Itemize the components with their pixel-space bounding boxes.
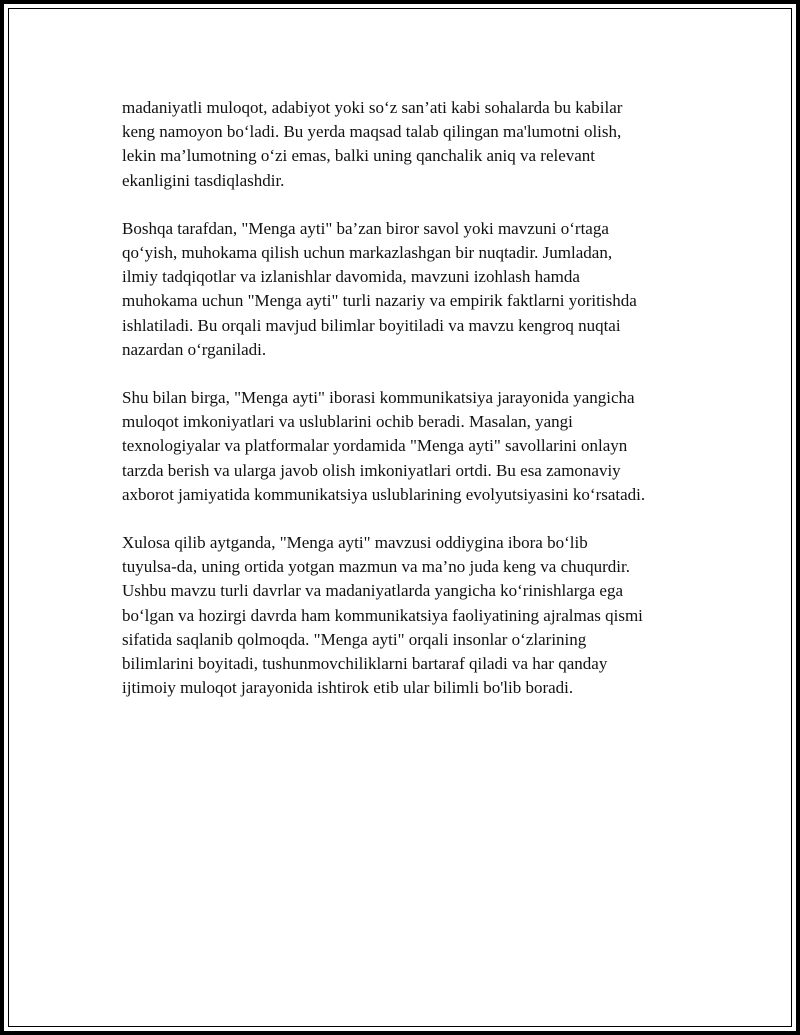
text-line: axborot jamiyatida kommunikatsiya uslublarining evolyutsiyasini ko‘rsatadi. <box>122 484 646 504</box>
text-line: tarzda berish va ularga javob olish imkoniyatlari ortdi. Bu esa zamonaviy <box>122 460 621 480</box>
text-line: Xulosa qilib aytganda, "Menga ayti" mavzusi oddiygina ibora bo‘lib <box>122 533 588 553</box>
text-line: madaniyatli muloqot, adabiyot yoki so‘z san’ati kabi sohalarda bu kabilar <box>122 98 623 117</box>
text-line: muhokama uchun "Menga ayti" turli nazariy va empirik faktlarni yoritishda <box>122 291 637 311</box>
text-line: bilimlarini boyitadi, tushunmovchiliklarni bartaraf qiladi va har qanday <box>122 654 608 674</box>
text-line: keng namoyon bo‘ladi. Bu yerda maqsad talab qilingan ma'lumotni olish, <box>122 122 622 142</box>
text-line: ijtimoiy muloqot jarayonida ishtirok etib ular bilimli bo'lib boradi. <box>122 678 574 698</box>
text-line: muloqot imkoniyatlari va uslublarini ochib beradi. Masalan, yangi <box>122 412 573 432</box>
text-line: texnologiyalar va platformalar yordamida "Menga ayti" savollarini onlayn <box>122 436 628 456</box>
document-body <box>122 96 702 724</box>
text-line: sifatida saqlanib qolmoqda. "Menga ayti" orqali insonlar o‘zlarining <box>122 629 587 649</box>
text-line: ishlatiladi. Bu orqali mavjud bilimlar boyitiladi va mavzu kengroq nuqtai <box>122 315 621 335</box>
text-line: Ushbu mavzu turli davrlar va madaniyatlarda yangicha ko‘rinishlarga ega <box>122 581 624 601</box>
text-line: ekanligini tasdiqlashdir. <box>122 170 285 190</box>
paragraph-4 <box>122 531 702 700</box>
text-line: Boshqa tarafdan, "Menga ayti" ba’zan biror savol yoki mavzuni o‘rtaga <box>122 218 609 238</box>
text-line: bo‘lgan va hozirgi davrda ham kommunikatsiya faoliyatining ajralmas qismi <box>122 605 643 625</box>
paragraph-1 <box>122 96 702 193</box>
text-line: lekin ma’lumotning o‘zi emas, balki uning qanchalik aniq va relevant <box>122 146 596 166</box>
paragraph-2 <box>122 217 702 362</box>
text-line: qo‘yish, muhokama qilish uchun markazlashgan bir nuqtadir. Jumladan, <box>122 243 613 263</box>
text-line: tuyulsa-da, uning ortida yotgan mazmun va ma’no juda keng va chuqurdir. <box>122 557 630 577</box>
text-line: Shu bilan birga, "Menga ayti" iborasi kommunikatsiya jarayonida yangicha <box>122 388 635 408</box>
text-line: ilmiy tadqiqotlar va izlanishlar davomida, mavzuni izohlash hamda <box>122 267 580 287</box>
paragraph-3 <box>122 386 702 507</box>
text-line: nazardan o‘rganiladi. <box>122 339 267 359</box>
